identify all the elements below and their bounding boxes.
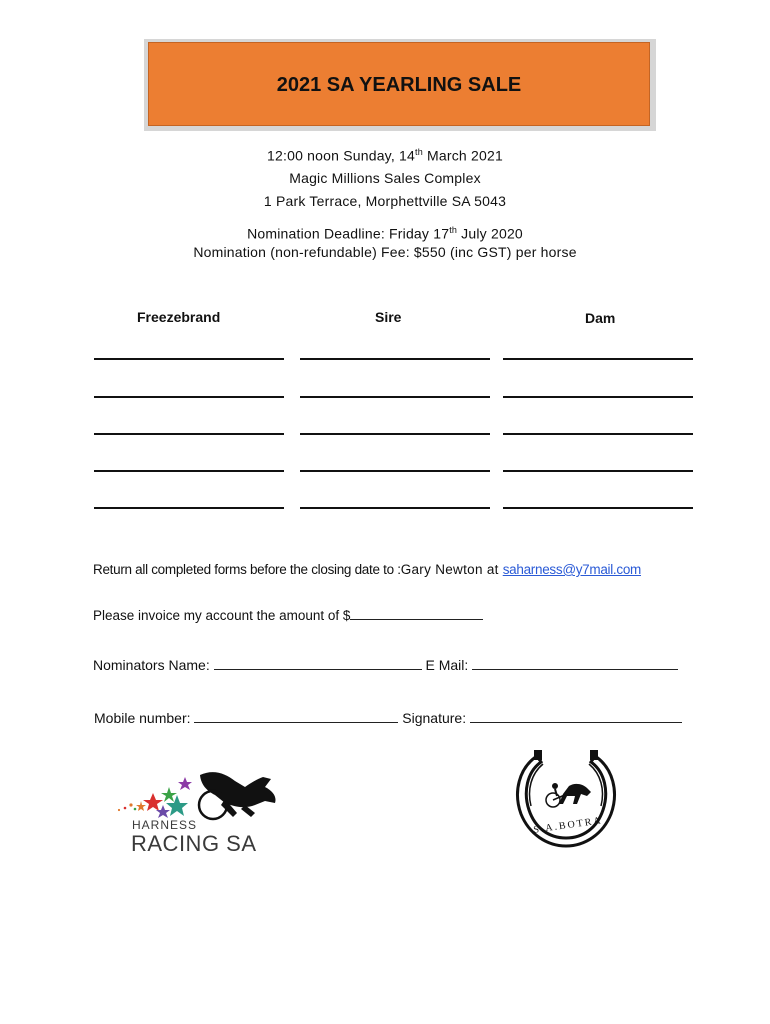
nomination-deadline: Nomination Deadline: Friday 17th July 2020 xyxy=(247,225,523,242)
dam-field-2[interactable] xyxy=(503,396,693,398)
harness-racing-sa-logo xyxy=(105,765,285,860)
dam-field-3[interactable] xyxy=(503,433,693,435)
event-time: 12:00 noon Sunday, 14th March 2021 xyxy=(267,147,503,164)
return-instructions: Return all completed forms before the closing date to :Gary Newton at saharness@y7mail.com xyxy=(93,562,641,577)
freezebrand-field-2[interactable] xyxy=(94,396,284,398)
nominator-email-label: E Mail: xyxy=(425,657,469,673)
sire-field-5[interactable] xyxy=(300,507,490,509)
sire-field-3[interactable] xyxy=(300,433,490,435)
sire-field-1[interactable] xyxy=(300,358,490,360)
nominator-email-field[interactable] xyxy=(472,657,678,670)
email-link[interactable]: saharness@y7mail.com xyxy=(502,562,641,577)
harness-logo-line1: HARNESS xyxy=(132,818,198,832)
dam-field-1[interactable] xyxy=(503,358,693,360)
freezebrand-field-3[interactable] xyxy=(94,433,284,435)
invoice-line xyxy=(93,607,483,623)
nominator-name-field[interactable] xyxy=(214,657,422,670)
nominator-name-label: Nominators Name: xyxy=(93,657,210,673)
page-title: 2021 SA YEARLING SALE xyxy=(276,74,522,96)
column-header-sire: Sire xyxy=(375,309,402,325)
freezebrand-field-5[interactable] xyxy=(94,507,284,509)
invoice-label: Please invoice my account the amount of $ xyxy=(93,608,351,623)
sabotra-text: S.A.BOTRA xyxy=(532,815,604,836)
sire-field-4[interactable] xyxy=(300,470,490,472)
horseshoe-icon xyxy=(511,748,621,850)
column-header-dam: Dam xyxy=(585,310,616,326)
nomination-fee: Nomination (non-refundable) Fee: $550 (inc GST) per horse xyxy=(193,244,577,260)
signature-label: Signature: xyxy=(402,710,467,726)
nominator-line xyxy=(93,657,678,673)
invoice-amount-field[interactable] xyxy=(350,607,483,620)
mobile-line xyxy=(94,710,682,726)
mobile-label: Mobile number: xyxy=(94,710,191,726)
title-banner xyxy=(144,39,656,131)
sire-field-2[interactable] xyxy=(300,396,490,398)
mobile-number-field[interactable] xyxy=(194,710,398,723)
dam-field-4[interactable] xyxy=(503,470,693,472)
event-venue: Magic Millions Sales Complex xyxy=(289,170,481,186)
freezebrand-field-4[interactable] xyxy=(94,470,284,472)
column-header-freezebrand: Freezebrand xyxy=(137,309,221,325)
sabotra-logo xyxy=(511,748,621,850)
signature-field[interactable] xyxy=(470,710,682,723)
title-banner-box xyxy=(148,42,650,126)
event-address: 1 Park Terrace, Morphettville SA 5043 xyxy=(263,193,507,209)
freezebrand-field-1[interactable] xyxy=(94,358,284,360)
harness-logo-line2: RACING SA xyxy=(131,831,257,856)
dam-field-5[interactable] xyxy=(503,507,693,509)
